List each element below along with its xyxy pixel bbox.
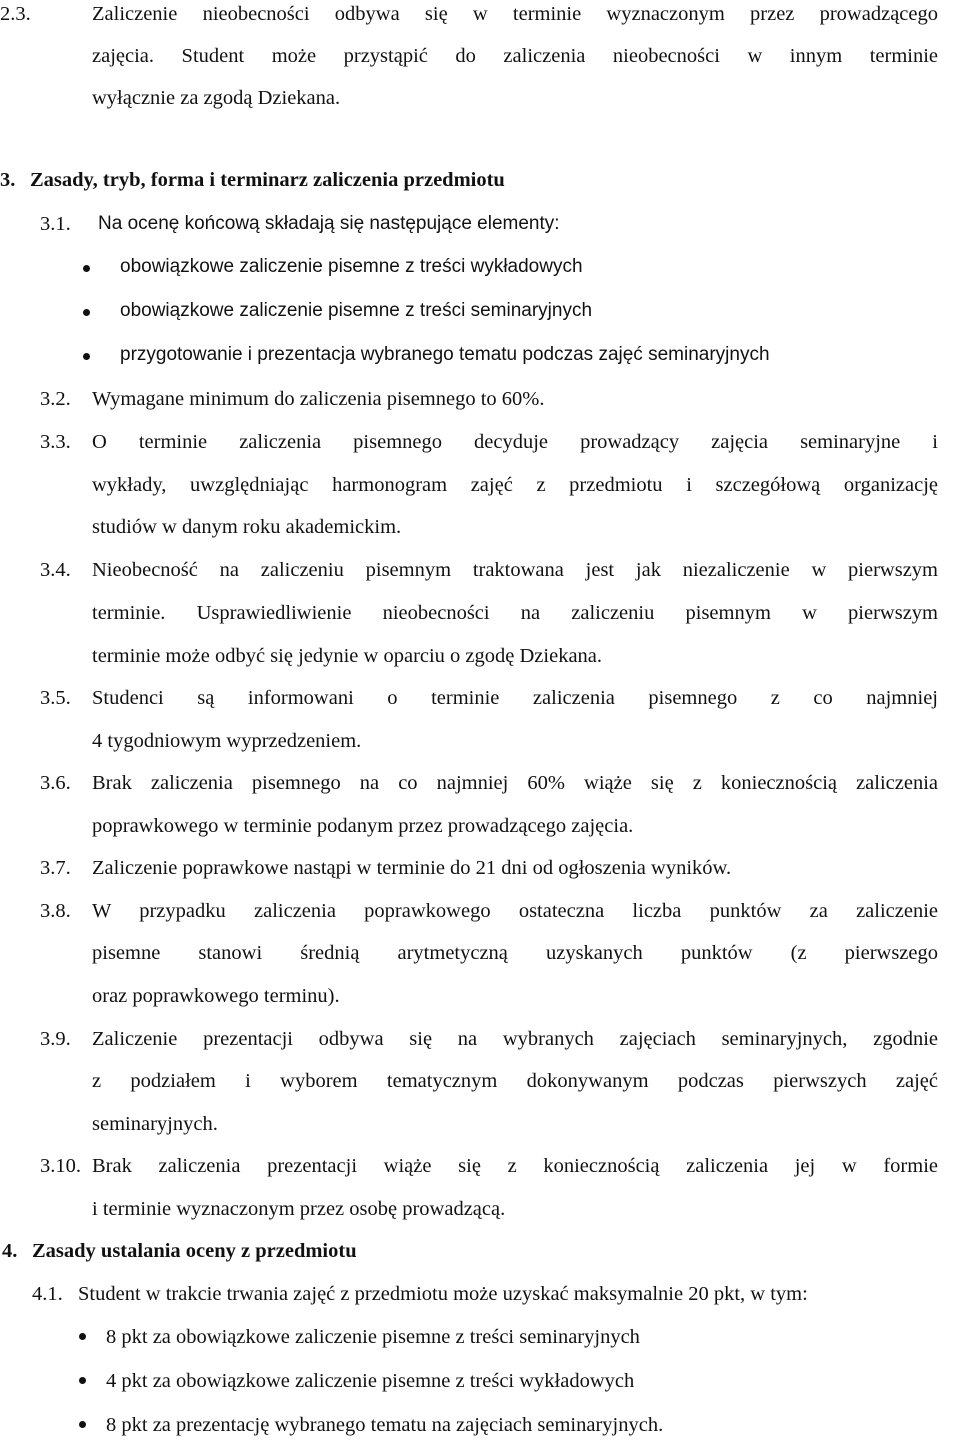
paragraph-line: terminie może odbyć się jedynie w oparciu o zgodę Dziekana. [92,645,603,667]
bullet-icon [79,1377,86,1384]
bullet-icon [79,1333,86,1340]
item-number: 3.5. [40,687,71,709]
bullet-icon [83,265,90,272]
item-number: 3.7. [40,857,71,879]
paragraph-line: Studenci są informowani o terminie zaliczenia pisemnego z co najmniej [92,687,938,709]
paragraph-line: terminie. Usprawiedliwienie nieobecności na zaliczeniu pisemnym w pierwszym [92,602,938,624]
section-heading: Zasady, tryb, forma i terminarz zaliczenia przedmiotu [30,169,505,191]
bullet-icon [83,353,90,360]
paragraph-line: Wymagane minimum do zaliczenia pisemnego to 60%. [92,388,545,410]
section-heading: Zasady ustalania oceny z przedmiotu [32,1240,357,1262]
paragraph-line: wyłącznie za zgodą Dziekana. [92,87,341,109]
paragraph-line: zajęcia. Student może przystąpić do zaliczenia nieobecności w innym terminie [92,45,938,67]
paragraph-line: W przypadku zaliczenia poprawkowego ostateczna liczba punktów za zaliczenie [92,900,938,922]
list-item: 4 pkt za obowiązkowe zaliczenie pisemne z treści wykładowych [106,1370,635,1392]
paragraph-line: Student w trakcie trwania zajęć z przedmiotu może uzyskać maksymalnie 20 pkt, w tym: [78,1283,808,1305]
item-number: 3.10. [40,1155,81,1177]
list-item: 8 pkt za obowiązkowe zaliczenie pisemne z treści seminaryjnych [106,1326,640,1348]
item-number: 3.6. [40,772,71,794]
heading-number: 3. [0,169,16,191]
paragraph-line: wykłady, uwzględniając harmonogram zajęć z przedmiotu i szczegółową organizację [92,474,938,496]
heading-number: 4. [2,1240,18,1262]
item-number: 3.9. [40,1028,71,1050]
item-number: 4.1. [32,1283,63,1305]
paragraph-line: oraz poprawkowego terminu). [92,985,340,1007]
list-item: obowiązkowe zaliczenie pisemne z treści wykładowych [120,256,583,277]
item-number: 3.8. [40,900,71,922]
paragraph-line: Nieobecność na zaliczeniu pisemnym traktowana jest jak niezaliczenie w pierwszym [92,559,938,581]
paragraph-line: O terminie zaliczenia pisemnego decyduje prowadzący zajęcia seminaryjne i [92,431,938,453]
item-number: 2.3. [0,3,31,25]
paragraph-line: studiów w danym roku akademickim. [92,516,402,538]
item-number: 3.2. [40,388,71,410]
paragraph-line: Zaliczenie nieobecności odbywa się w terminie wyznaczonym przez prowadzącego [92,3,938,25]
paragraph-line: Na ocenę końcową składają się następujące elementy: [98,213,560,234]
item-number: 3.1. [40,213,71,235]
paragraph-line: i terminie wyznaczonym przez osobę prowadzącą. [92,1198,506,1220]
paragraph-line: Brak zaliczenia prezentacji wiąże się z koniecznością zaliczenia jej w formie [92,1155,938,1177]
bullet-icon [83,309,90,316]
bullet-icon [79,1421,86,1428]
paragraph-line: z podziałem i wyborem tematycznym dokonywanym podczas pierwszych zajęć [92,1070,938,1092]
paragraph-line: seminaryjnych. [92,1113,218,1135]
paragraph-line: Zaliczenie prezentacji odbywa się na wybranych zajęciach seminaryjnych, zgodnie [92,1028,938,1050]
paragraph-line: pisemne stanowi średnią arytmetyczną uzyskanych punktów (z pierwszego [92,942,938,964]
paragraph-line: poprawkowego w terminie podanym przez prowadzącego zajęcia. [92,815,634,837]
paragraph-line: Zaliczenie poprawkowe nastąpi w terminie do 21 dni od ogłoszenia wyników. [92,857,732,879]
list-item: 8 pkt za prezentację wybranego tematu na zajęciach seminaryjnych. [106,1414,664,1436]
paragraph-line: 4 tygodniowym wyprzedzeniem. [92,730,362,752]
list-item: obowiązkowe zaliczenie pisemne z treści seminaryjnych [120,300,593,321]
item-number: 3.3. [40,431,71,453]
item-number: 3.4. [40,559,71,581]
list-item: przygotowanie i prezentacja wybranego tematu podczas zajęć seminaryjnych [120,344,770,365]
paragraph-line: Brak zaliczenia pisemnego na co najmniej 60% wiąże się z koniecznością zaliczenia [92,772,938,794]
